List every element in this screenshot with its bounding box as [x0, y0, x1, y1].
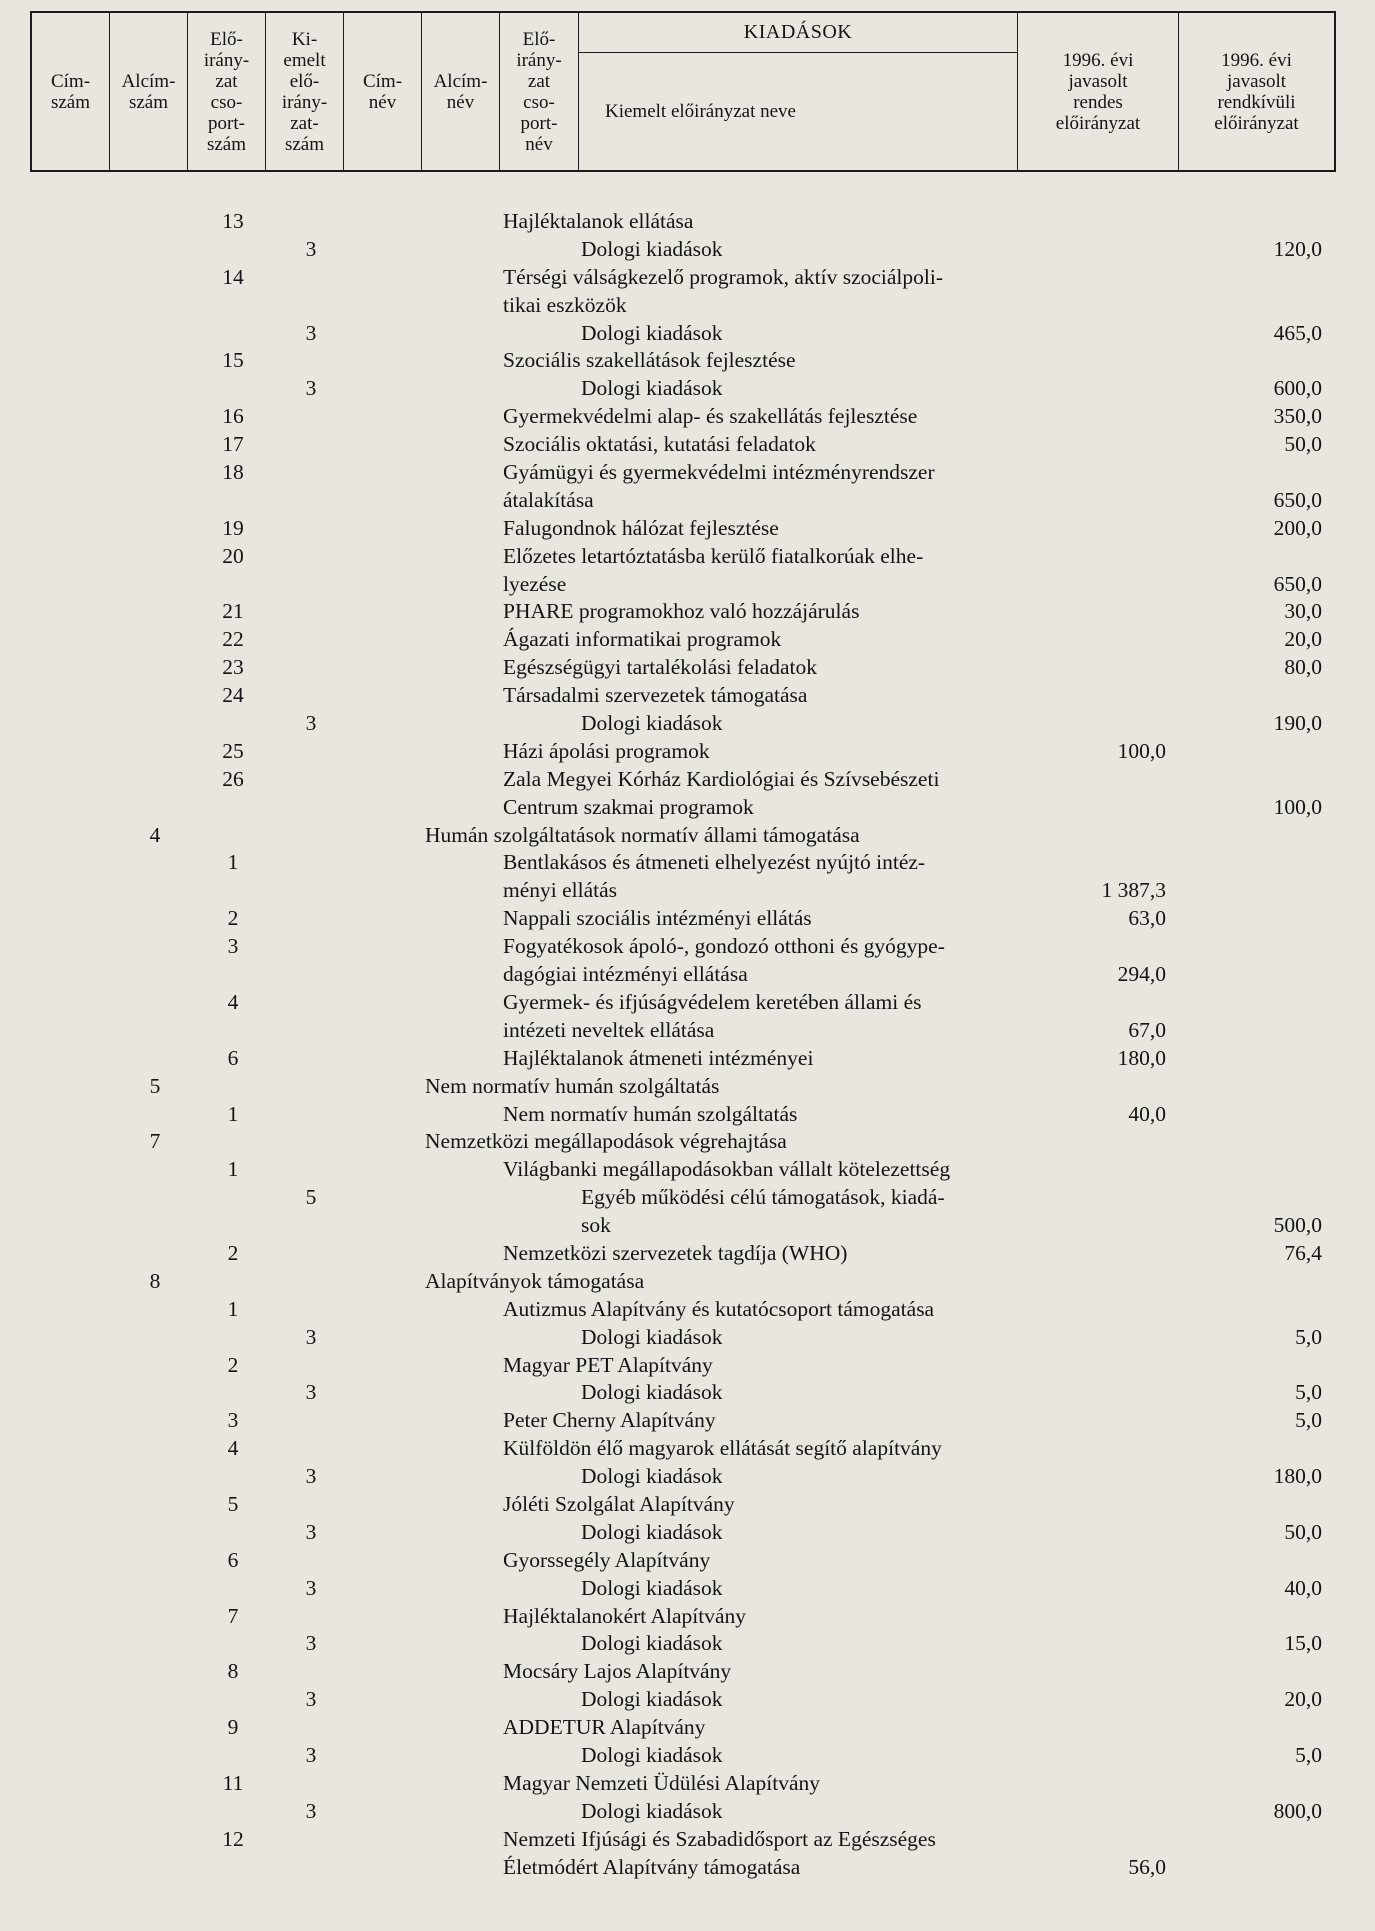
rendes-eloiranyzat-cell: 40,0 [1128, 1101, 1166, 1126]
table-row [30, 1658, 1336, 1686]
kiemelt-eloiranyzat-szam-cell: 3 [305, 1798, 317, 1823]
name-cell: Jóléti Szolgálat Alapítvány [503, 1491, 735, 1516]
table-row [30, 1742, 1336, 1770]
alcimszam-cell: 2 [227, 1352, 239, 1377]
table-row [30, 515, 1336, 543]
table-row [30, 487, 1336, 515]
name-cell: Házi ápolási programok [503, 738, 710, 763]
rendkivuli-eloiranyzat-cell: 350,0 [1273, 404, 1322, 429]
name-cell: Dologi kiadások [581, 1798, 723, 1823]
header-alcimszam: Alcím- szám [110, 13, 188, 170]
alcimszam-cell: 1 [227, 1157, 239, 1182]
name-cell: Hajléktalanok átmeneti intézményei [503, 1045, 814, 1070]
table-row [30, 1603, 1336, 1631]
alcimszam-cell: 15 [222, 348, 244, 373]
kiemelt-eloiranyzat-szam-cell: 3 [305, 1575, 317, 1600]
kiemelt-eloiranyzat-szam-cell: 3 [305, 1464, 317, 1489]
rendkivuli-eloiranyzat-cell: 50,0 [1284, 1519, 1322, 1544]
rendes-eloiranyzat-cell: 294,0 [1117, 962, 1166, 987]
kiemelt-eloiranyzat-szam-cell: 3 [305, 1324, 317, 1349]
table-row [30, 1101, 1336, 1129]
table-row [30, 571, 1336, 599]
name-cell: Térségi válságkezelő programok, aktív szociálpoli- [503, 264, 943, 289]
kiemelt-eloiranyzat-szam-cell: 3 [305, 1742, 317, 1767]
table-row [30, 1212, 1336, 1240]
table-row [30, 1184, 1336, 1212]
table-row [30, 403, 1336, 431]
kiemelt-eloiranyzat-szam-cell: 3 [305, 320, 317, 345]
alcimszam-cell: 12 [222, 1826, 244, 1851]
name-cell: dagógiai intézményi ellátása [503, 962, 748, 987]
name-cell: Bentlakásos és átmeneti elhelyezést nyújtó intéz- [503, 850, 926, 875]
kiemelt-eloiranyzat-szam-cell: 5 [305, 1185, 317, 1210]
alcimszam-cell: 4 [227, 1436, 239, 1461]
table-row [30, 849, 1336, 877]
name-cell: Dologi kiadások [581, 711, 723, 736]
table-row [30, 292, 1336, 320]
header-rendkivuli-eloiranyzat: 1996. évi javasolt rendkívüli előirányzat [1214, 49, 1299, 134]
rendkivuli-eloiranyzat-cell: 40,0 [1284, 1575, 1322, 1600]
name-cell: Hajléktalanok ellátása [503, 209, 694, 233]
table-row [30, 1324, 1336, 1352]
name-cell: tikai eszközök [503, 292, 627, 317]
table-row [30, 989, 1336, 1017]
name-cell: Ágazati informatikai programok [503, 627, 782, 652]
table-row [30, 375, 1336, 403]
header-cimszam: Cím- szám [32, 13, 110, 170]
alcimszam-cell: 16 [222, 404, 244, 429]
rendes-eloiranyzat-cell: 180,0 [1117, 1045, 1166, 1070]
table-row [30, 822, 1336, 850]
name-cell: intézeti neveltek ellátása [503, 1017, 715, 1042]
name-cell: Fogyatékosok ápoló-, gondozó otthoni és gyógype- [503, 934, 945, 959]
rendkivuli-eloiranyzat-cell: 600,0 [1273, 376, 1322, 401]
kiemelt-eloiranyzat-szam-cell: 3 [305, 376, 317, 401]
name-cell: Társadalmi szervezetek támogatása [503, 683, 808, 708]
table-row [30, 1491, 1336, 1519]
table-row [30, 1770, 1336, 1798]
kiemelt-eloiranyzat-szam-cell: 3 [305, 1380, 317, 1405]
alcimszam-cell: 1 [227, 1101, 239, 1126]
name-cell: Gyermekvédelmi alap- és szakellátás fejlesztése [503, 404, 918, 429]
name-cell: Peter Cherny Alapítvány [503, 1408, 716, 1433]
name-cell: Nem normatív humán szolgáltatás [425, 1073, 720, 1098]
name-cell: Magyar Nemzeti Üdülési Alapítvány [503, 1770, 821, 1795]
alcimszam-cell: 13 [222, 209, 244, 233]
table-row [30, 1240, 1336, 1268]
header-rendes-eloiranyzat: 1996. évi javasolt rendes előirányzat [1018, 13, 1179, 170]
rendkivuli-eloiranyzat-cell: 180,0 [1273, 1464, 1322, 1489]
table-row [30, 682, 1336, 710]
alcimszam-cell: 19 [222, 515, 244, 540]
rendkivuli-eloiranyzat-cell: 800,0 [1273, 1798, 1322, 1823]
rendkivuli-eloiranyzat-cell: 76,4 [1284, 1240, 1322, 1265]
alcimszam-cell: 22 [222, 627, 244, 652]
table-row [30, 626, 1336, 654]
rendkivuli-eloiranyzat-cell: 5,0 [1295, 1408, 1322, 1433]
rendkivuli-eloiranyzat-cell: 20,0 [1284, 1687, 1322, 1712]
table-row [30, 208, 1336, 236]
name-cell: Gyorssegély Alapítvány [503, 1547, 711, 1572]
rendkivuli-eloiranyzat-cell: 650,0 [1273, 571, 1322, 596]
table-row [30, 933, 1336, 961]
rendkivuli-eloiranyzat-cell: 30,0 [1284, 599, 1322, 624]
table-body [30, 208, 1336, 1881]
name-cell: Egyéb működési célú támogatások, kiadá- [581, 1185, 945, 1210]
alcimszam-cell: 17 [222, 432, 244, 457]
name-cell: PHARE programokhoz való hozzájárulás [503, 599, 860, 624]
header-eloiranyzat-csoportszam: Elő- irány- zat cso- port- szám [188, 13, 266, 170]
name-cell: Dologi kiadások [581, 1742, 723, 1767]
table-row [30, 1128, 1336, 1156]
table-row [30, 459, 1336, 487]
alcimszam-cell: 20 [222, 543, 244, 568]
alcimszam-cell: 2 [227, 906, 239, 931]
name-cell: Dologi kiadások [581, 320, 723, 345]
rendkivuli-eloiranyzat-cell: 5,0 [1295, 1324, 1322, 1349]
table-row [30, 738, 1336, 766]
table-row [30, 236, 1336, 264]
table-row [30, 264, 1336, 292]
table-row [30, 1854, 1336, 1882]
alcimszam-cell: 11 [222, 1770, 244, 1795]
cimszam-cell: 7 [149, 1129, 161, 1154]
table-row [30, 347, 1336, 375]
name-cell: Nemzetközi megállapodások végrehajtása [425, 1129, 787, 1154]
table-row [30, 1073, 1336, 1101]
kiemelt-eloiranyzat-szam-cell: 3 [305, 1687, 317, 1712]
rendkivuli-eloiranyzat-cell: 80,0 [1284, 655, 1322, 680]
name-cell: Dologi kiadások [581, 1519, 723, 1544]
table-row [30, 1352, 1336, 1380]
name-cell: Nappali szociális intézményi ellátás [503, 906, 812, 931]
name-cell: Humán szolgáltatások normatív állami támogatása [425, 822, 860, 847]
name-cell: Szociális szakellátások fejlesztése [503, 348, 796, 373]
name-cell: ményi ellátás [503, 878, 618, 903]
alcimszam-cell: 6 [227, 1547, 239, 1572]
alcimszam-cell: 6 [227, 1045, 239, 1070]
rendkivuli-eloiranyzat-cell: 650,0 [1273, 487, 1322, 512]
alcimszam-cell: 18 [222, 460, 244, 485]
table-row [30, 1435, 1336, 1463]
rendes-eloiranyzat-cell: 56,0 [1128, 1854, 1166, 1879]
name-cell: átalakítása [503, 487, 594, 512]
header-kiemelt-eloiranyzat-szam: Ki- emelt elő- irány- zat- szám [266, 13, 344, 170]
table-row [30, 1686, 1336, 1714]
alcimszam-cell: 2 [227, 1240, 239, 1265]
table-row [30, 543, 1336, 571]
header-cimnev: Cím- név [344, 13, 422, 170]
name-cell: Dologi kiadások [581, 1464, 723, 1489]
name-cell: Nemzetközi szervezetek tagdíja (WHO) [503, 1240, 848, 1265]
header-kiadasok-group [579, 13, 1018, 170]
name-cell: Autizmus Alapítvány és kutatócsoport támogatása [503, 1296, 935, 1321]
rendkivuli-eloiranyzat-cell: 200,0 [1273, 515, 1322, 540]
kiemelt-eloiranyzat-szam-cell: 3 [305, 236, 317, 261]
table-row [30, 1296, 1336, 1324]
rendkivuli-eloiranyzat-cell: 5,0 [1295, 1742, 1322, 1767]
name-cell: Szociális oktatási, kutatási feladatok [503, 432, 816, 457]
name-cell: Dologi kiadások [581, 1324, 723, 1349]
table-row [30, 710, 1336, 738]
alcimszam-cell: 14 [222, 264, 244, 289]
alcimszam-cell: 5 [227, 1491, 239, 1516]
cimszam-cell: 4 [149, 822, 161, 847]
table-row [30, 1045, 1336, 1073]
name-cell: Magyar PET Alapítvány [503, 1352, 713, 1377]
alcimszam-cell: 8 [227, 1659, 239, 1684]
table-row [30, 1547, 1336, 1575]
cimszam-cell: 5 [149, 1073, 161, 1098]
rendkivuli-eloiranyzat-cell: 5,0 [1295, 1380, 1322, 1405]
rendes-eloiranyzat-cell: 63,0 [1128, 906, 1166, 931]
alcimszam-cell: 23 [222, 655, 244, 680]
rendkivuli-eloiranyzat-cell: 190,0 [1273, 711, 1322, 736]
rendkivuli-eloiranyzat-cell: 15,0 [1284, 1631, 1322, 1656]
table-row [30, 905, 1336, 933]
alcimszam-cell: 21 [222, 599, 244, 624]
name-cell: Dologi kiadások [581, 236, 723, 261]
rendkivuli-eloiranyzat-cell: 465,0 [1273, 320, 1322, 345]
alcimszam-cell: 3 [227, 934, 239, 959]
name-cell: Mocsáry Lajos Alapítvány [503, 1659, 732, 1684]
name-cell: Dologi kiadások [581, 1631, 723, 1656]
table-row [30, 1826, 1336, 1854]
alcimszam-cell: 3 [227, 1408, 239, 1433]
table-row [30, 1017, 1336, 1045]
table-row [30, 1463, 1336, 1491]
header-kiadasok: KIADÁSOK [579, 13, 1017, 53]
table-row [30, 794, 1336, 822]
table-row [30, 1379, 1336, 1407]
name-cell: Egészségügyi tartalékolási feladatok [503, 655, 818, 680]
alcimszam-cell: 4 [227, 989, 239, 1014]
name-cell: Dologi kiadások [581, 1687, 723, 1712]
name-cell: Zala Megyei Kórház Kardiológiai és Szívsebészeti [503, 766, 940, 791]
name-cell: Nem normatív humán szolgáltatás [503, 1101, 798, 1126]
table-row [30, 320, 1336, 348]
name-cell: Külföldön élő magyarok ellátását segítő alapítvány [503, 1436, 942, 1461]
alcimszam-cell: 1 [227, 1296, 239, 1321]
name-cell: Előzetes letartóztatásba kerülő fiatalkorúak elhe- [503, 543, 924, 568]
alcimszam-cell: 1 [227, 850, 239, 875]
table-row [30, 1268, 1336, 1296]
table-row [30, 961, 1336, 989]
rendes-eloiranyzat-cell: 1 387,3 [1101, 878, 1166, 903]
alcimszam-cell: 7 [227, 1603, 239, 1628]
table-row [30, 1798, 1336, 1826]
table-row [30, 1714, 1336, 1742]
table-row [30, 1630, 1336, 1658]
name-cell: lyezése [503, 571, 567, 596]
header-alcimnev: Alcím- név [422, 13, 500, 170]
alcimszam-cell: 24 [222, 683, 244, 708]
name-cell: Alapítványok támogatása [425, 1268, 645, 1293]
name-cell: Gyermek- és ifjúságvédelem keretében állami és [503, 989, 922, 1014]
alcimszam-cell: 25 [222, 738, 244, 763]
cimszam-cell: 8 [149, 1268, 161, 1293]
name-cell: Falugondnok hálózat fejlesztése [503, 515, 779, 540]
table-row [30, 1407, 1336, 1435]
name-cell: Életmódért Alapítvány támogatása [503, 1854, 801, 1879]
kiemelt-eloiranyzat-szam-cell: 3 [305, 711, 317, 736]
rendes-eloiranyzat-cell: 67,0 [1128, 1017, 1166, 1042]
table-row [30, 598, 1336, 626]
table-row [30, 877, 1336, 905]
name-cell: Centrum szakmai programok [503, 794, 754, 819]
name-cell: Világbanki megállapodásokban vállalt kötelezettség [503, 1157, 951, 1182]
name-cell: Dologi kiadások [581, 376, 723, 401]
table-row [30, 1156, 1336, 1184]
rendkivuli-eloiranyzat-cell: 20,0 [1284, 627, 1322, 652]
name-cell: Hajléktalanokért Alapítvány [503, 1603, 746, 1628]
name-cell: Dologi kiadások [581, 1575, 723, 1600]
header-kiemelt-eloiranyzat-neve: Kiemelt előirányzat neve [605, 100, 796, 122]
table-row [30, 654, 1336, 682]
name-cell: sok [581, 1213, 611, 1238]
kiemelt-eloiranyzat-szam-cell: 3 [305, 1519, 317, 1544]
rendkivuli-eloiranyzat-cell: 120,0 [1273, 236, 1322, 261]
rendkivuli-eloiranyzat-cell: 50,0 [1284, 432, 1322, 457]
rendes-eloiranyzat-cell: 100,0 [1117, 738, 1166, 763]
rendkivuli-eloiranyzat-cell: 500,0 [1273, 1213, 1322, 1238]
alcimszam-cell: 9 [227, 1715, 239, 1740]
table-row [30, 1575, 1336, 1603]
name-cell: Gyámügyi és gyermekvédelmi intézményrendszer [503, 460, 935, 485]
table-row [30, 766, 1336, 794]
table-row [30, 431, 1336, 459]
name-cell: ADDETUR Alapítvány [503, 1715, 706, 1740]
name-cell: Dologi kiadások [581, 1380, 723, 1405]
alcimszam-cell: 26 [222, 766, 244, 791]
table-row [30, 1519, 1336, 1547]
name-cell: Nemzeti Ifjúsági és Szabadidősport az Egészséges [503, 1826, 936, 1851]
header-eloiranyzat-csoportnev: Elő- irány- zat cso- port- név [500, 13, 579, 170]
rendkivuli-eloiranyzat-cell: 100,0 [1273, 794, 1322, 819]
kiemelt-eloiranyzat-szam-cell: 3 [305, 1631, 317, 1656]
table-header [30, 11, 1336, 172]
